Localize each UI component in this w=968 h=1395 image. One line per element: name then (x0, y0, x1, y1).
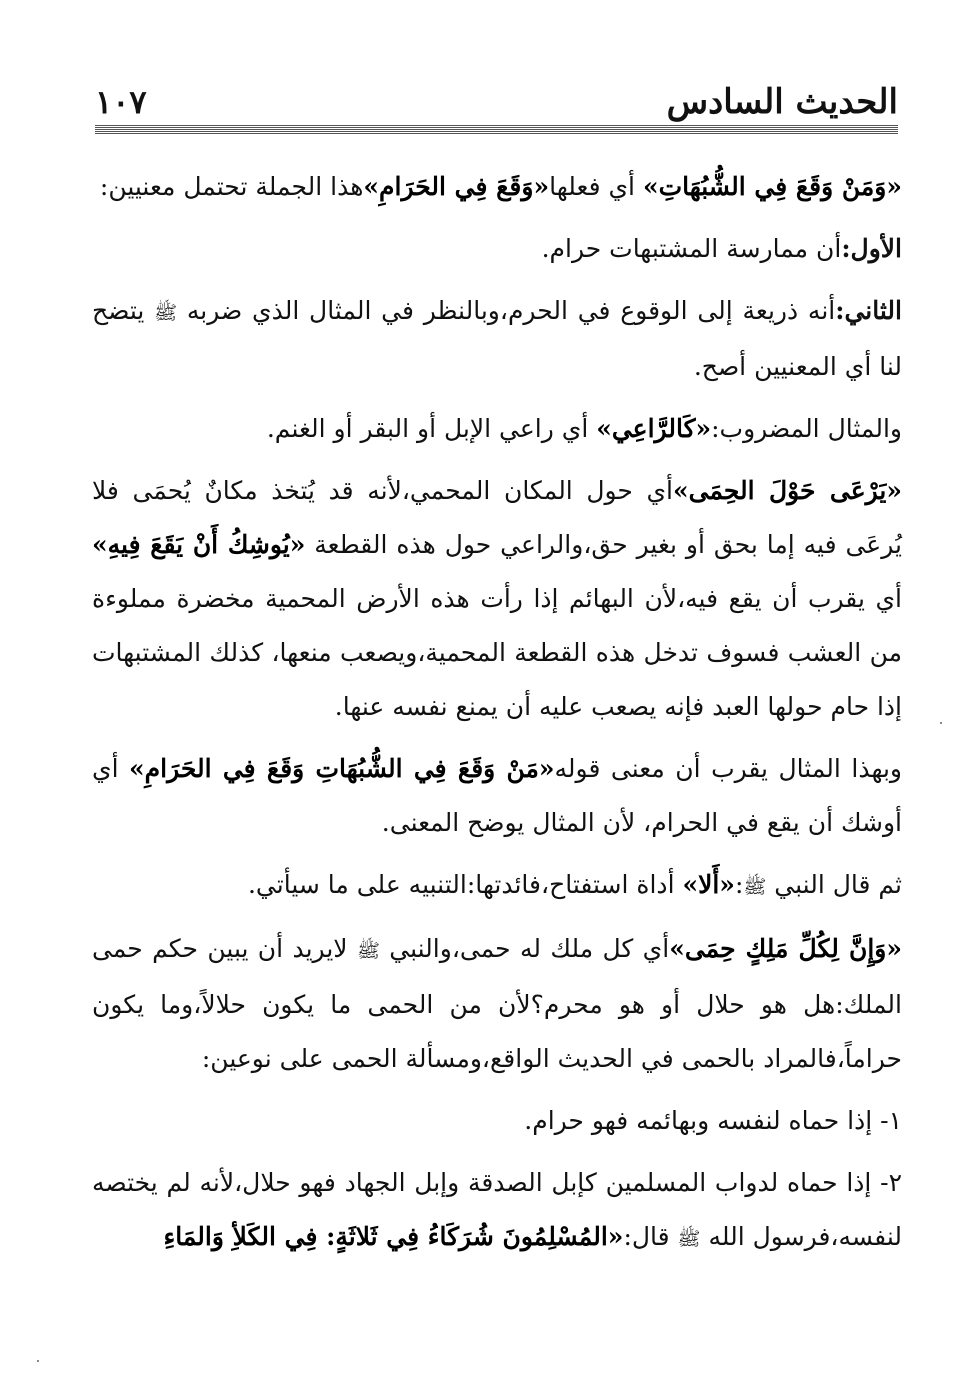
hadith-quote: «وَإِنَّ لِكُلِّ مَلِكٍ حِمَى» (669, 934, 903, 963)
paragraph-2 (92, 222, 902, 276)
scan-speck (940, 722, 942, 724)
paragraph-9 (92, 1094, 902, 1148)
commentary-text: هذا الجملة تحتمل معنيين: (99, 172, 364, 201)
commentary-text: أي كل ملك له حمى،والنبي (379, 934, 670, 963)
commentary-text: أي فعلها (549, 172, 643, 201)
commentary-text: لايريد أن يبين حكم حمى الملك:هل هو حلال أو هو محرم؟لأن من الحمى ما يكون حلالاً،وما يكون حراماً،فالمراد بالحمى في الحديث الواقع،ومسألة الحمى على نوعين: (92, 934, 902, 1073)
header-rule (95, 125, 898, 134)
page-number: ١٠٧ (95, 83, 147, 121)
paragraph-3 (92, 284, 902, 394)
commentary-text: أداة استفتاح،فائدتها:التنبيه على ما سيأتي. (247, 870, 683, 899)
commentary-text: : (734, 870, 744, 899)
commentary-text: قال: (623, 1222, 678, 1251)
page-header (95, 78, 898, 126)
commentary-text: أن ممارسة المشتبهات حرام. (541, 234, 842, 263)
paragraph-10 (92, 1156, 902, 1266)
hadith-quote: «أَلا» (682, 870, 735, 899)
running-title: الحديث السادس (666, 82, 898, 122)
salutation-glyph: ﷺ (743, 876, 767, 898)
commentary-text: أي يقرب أن يقع فيه،لأن البهائم إذا رأت هذه الأرض المحمية مخضرة مملوءة من العشب فسوف تدخل هذه القطعة المحمية،ويصعب منعها، كذلك المشتبهات إذا حام حولها العبد فإنه يصعب عليه أن يمنع نفسه عنها. (92, 584, 902, 721)
page-body (92, 160, 902, 1274)
commentary-text: والمثال المضروب: (711, 414, 902, 443)
paragraph-7 (92, 858, 902, 914)
commentary-text: أي راعي الإبل أو البقر أو الغنم. (266, 414, 597, 443)
hadith-quote: «مَنْ وَقَعَ فِي الشُّبُهَاتِ وَقَعَ فِي الحَرَامِ» (129, 754, 555, 783)
paragraph-1 (92, 160, 902, 214)
paragraph-8 (92, 922, 902, 1086)
paragraph-4 (92, 402, 902, 456)
hadith-quote: «وَمَنْ وَقَعَ فِي الشُّبُهَاتِ» (642, 172, 902, 201)
salutation-glyph: ﷺ (356, 940, 380, 962)
paragraph-5 (92, 464, 902, 734)
hadith-quote: «المُسْلِمُونَ شُرَكَاءُ فِي ثَلاثَةٍ: فِي الكَلأِ وَالمَاءِ (163, 1222, 624, 1251)
commentary-text: ثم قال النبي (766, 870, 902, 899)
scan-speck (37, 1360, 39, 1362)
commentary-text: يتضح لنا أي المعنيين أصح. (92, 296, 902, 381)
hadith-quote: «وَقَعَ فِي الحَرَامِ» (363, 172, 550, 201)
hadith-quote: «كَالرَّاعِي» (596, 414, 712, 443)
list-item-text: ٢- إذا حماه لدواب المسلمين كإبل الصدقة وإبل الجهاد فهو حلال،لأنه لم يختصه لنفسه،فرسول الله (92, 1168, 902, 1251)
commentary-text: وبهذا المثال يقرب أن معنى قوله (554, 754, 902, 783)
list-item-text: ١- إذا حماه لنفسه وبهائمه فهو حرام. (524, 1106, 902, 1135)
point-label: الأول: (841, 234, 902, 263)
commentary-text: أنه ذريعة إلى الوقوع في الحرم،وبالنظر في المثال الذي ضربه (177, 296, 836, 325)
point-label: الثاني: (835, 296, 902, 325)
salutation-glyph: ﷺ (677, 1228, 701, 1250)
paragraph-6 (92, 742, 902, 850)
commentary-text: أي أوشك أن يقع في الحرام، لأن المثال يوضح المعنى. (92, 754, 902, 837)
hadith-quote: «يُوشِكُ أَنْ يَقَعَ فِيهِ» (92, 530, 306, 559)
commentary-text: أي حول المكان المحمي،لأنه قد يُتخذ مكانٌ يُحمَى فلا يُرعَى فيه إما بحق أو بغير حق،والراعي حول هذه القطعة (92, 476, 902, 559)
salutation-glyph: ﷺ (154, 302, 178, 324)
hadith-quote: «يَرْعَى حَوْلَ الحِمَى» (673, 476, 902, 505)
